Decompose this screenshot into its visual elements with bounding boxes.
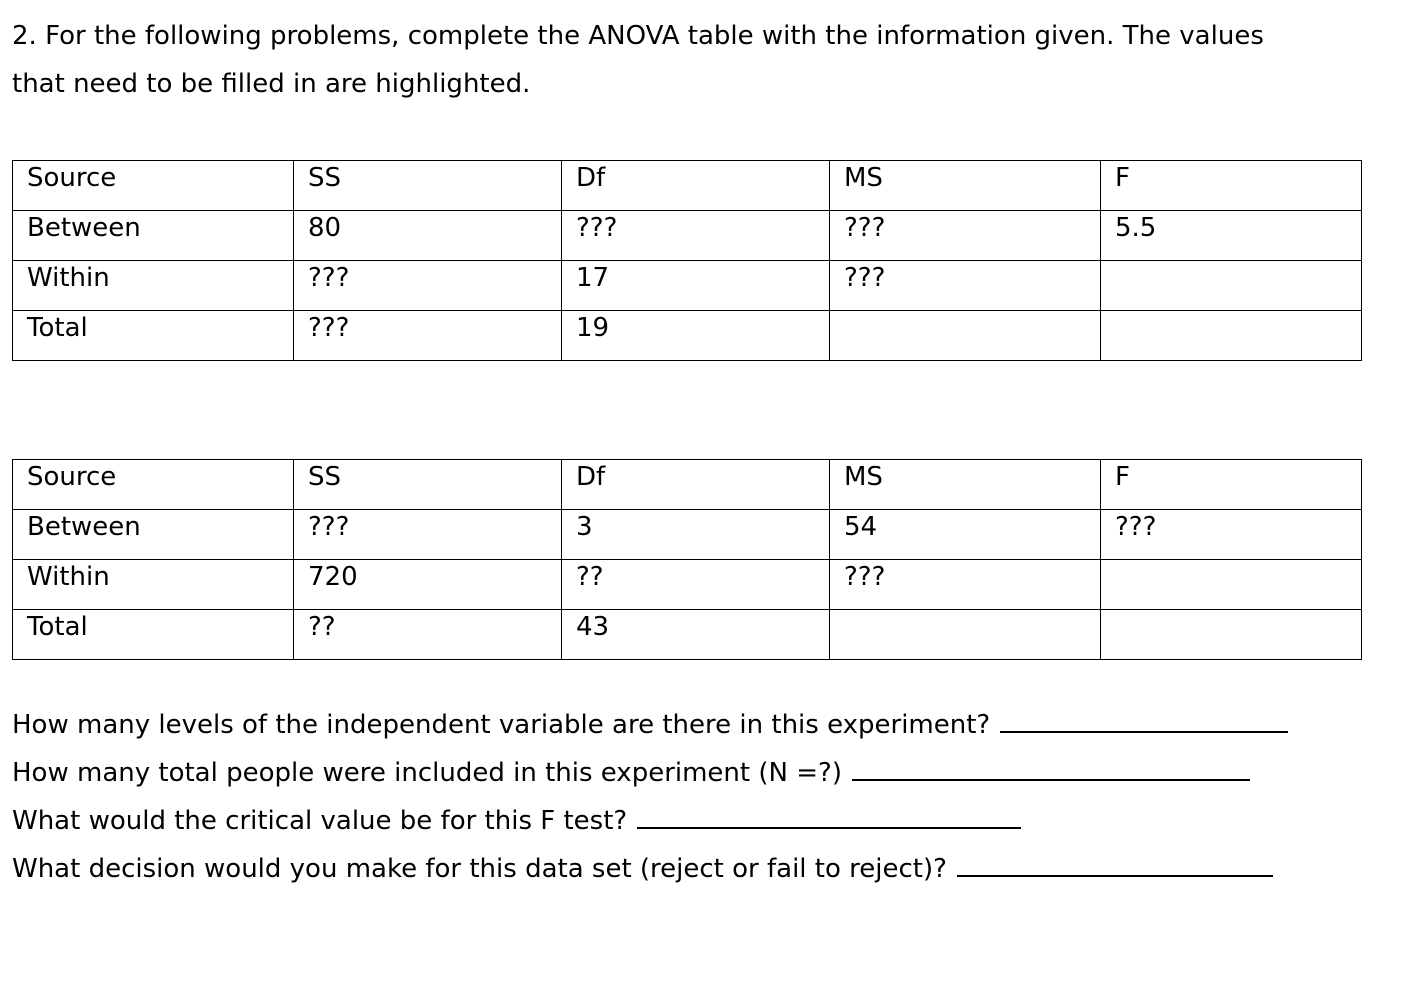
table-cell: 54 xyxy=(830,510,1101,560)
answer-blank-decision[interactable] xyxy=(957,845,1273,877)
question-list xyxy=(12,701,1288,893)
header-source: Source xyxy=(13,161,294,211)
table-cell: Total xyxy=(13,311,294,361)
table-cell: 17 xyxy=(562,261,830,311)
header-ms: MS xyxy=(830,460,1101,510)
table-row-between xyxy=(13,510,1362,560)
question-levels xyxy=(12,701,1288,749)
header-ms: MS xyxy=(830,161,1101,211)
header-ss: SS xyxy=(294,460,562,510)
table-cell: 80 xyxy=(294,211,562,261)
table-cell: ?? xyxy=(562,560,830,610)
table-cell: Within xyxy=(13,560,294,610)
question-text: What decision would you make for this data set (reject or fail to reject)? xyxy=(12,854,947,884)
question-total-people xyxy=(12,749,1288,797)
table-cell: Total xyxy=(13,610,294,660)
table-cell: ??? xyxy=(1101,510,1362,560)
question-text: What would the critical value be for this F test? xyxy=(12,806,628,836)
table-cell xyxy=(830,610,1101,660)
instructions-line-2: that need to be filled in are highlighted. xyxy=(12,69,531,99)
answer-blank-levels[interactable] xyxy=(1000,701,1288,733)
table-cell: ??? xyxy=(294,311,562,361)
table-cell xyxy=(1101,610,1362,660)
question-text: How many total people were included in this experiment (N =?) xyxy=(12,758,842,788)
answer-blank-critical-value[interactable] xyxy=(637,797,1021,829)
table-cell xyxy=(1101,261,1362,311)
table-cell: ??? xyxy=(830,211,1101,261)
header-source: Source xyxy=(13,460,294,510)
question-decision xyxy=(12,845,1288,893)
table-header-row xyxy=(13,161,1362,211)
table-cell: 19 xyxy=(562,311,830,361)
table-cell xyxy=(1101,311,1362,361)
table-cell: 3 xyxy=(562,510,830,560)
table-row-within xyxy=(13,560,1362,610)
header-f: F xyxy=(1101,460,1362,510)
table-row-within xyxy=(13,261,1362,311)
table-cell: 5.5 xyxy=(1101,211,1362,261)
instructions-line-1: 2. For the following problems, complete the ANOVA table with the information given. The values xyxy=(12,21,1264,51)
table-cell: ??? xyxy=(562,211,830,261)
question-critical-value xyxy=(12,797,1288,845)
header-f: F xyxy=(1101,161,1362,211)
answer-blank-total-people[interactable] xyxy=(852,749,1250,781)
table-cell: ??? xyxy=(830,560,1101,610)
problem-instructions xyxy=(12,12,1392,108)
question-text: How many levels of the independent variable are there in this experiment? xyxy=(12,710,991,740)
table-cell: Between xyxy=(13,211,294,261)
header-df: Df xyxy=(562,460,830,510)
table-header-row xyxy=(13,460,1362,510)
table-cell xyxy=(830,311,1101,361)
table-row-total xyxy=(13,311,1362,361)
anova-table-1 xyxy=(12,160,1362,361)
table-cell: ??? xyxy=(294,510,562,560)
table-cell: ?? xyxy=(294,610,562,660)
table-cell: ??? xyxy=(294,261,562,311)
table-cell: Between xyxy=(13,510,294,560)
table-cell: 43 xyxy=(562,610,830,660)
table-cell: ??? xyxy=(830,261,1101,311)
anova-table-2 xyxy=(12,459,1362,660)
table-row-between xyxy=(13,211,1362,261)
header-df: Df xyxy=(562,161,830,211)
table-cell xyxy=(1101,560,1362,610)
table-cell: Within xyxy=(13,261,294,311)
table-row-total xyxy=(13,610,1362,660)
header-ss: SS xyxy=(294,161,562,211)
table-cell: 720 xyxy=(294,560,562,610)
